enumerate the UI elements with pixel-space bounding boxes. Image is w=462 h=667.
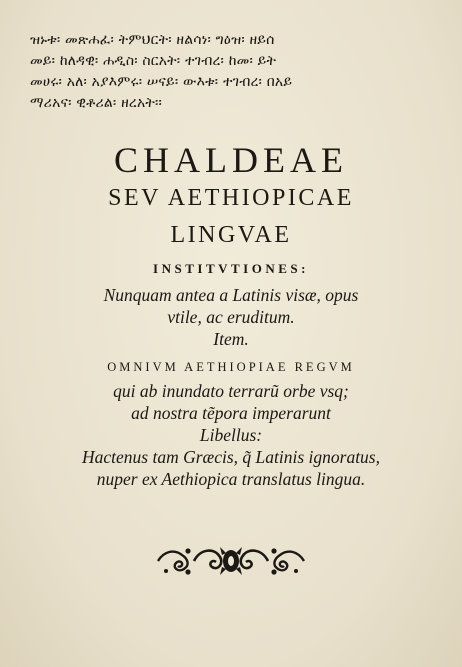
text-line-9: nuper ex Aethiopica translatus lingua. <box>96 469 366 489</box>
text-line-6: ad nostra tẽpora imperarunt <box>131 403 331 423</box>
ethiopic-line-4: ማሪአና፡ ዊቶሪል፡ ዘረአት፡፡ <box>30 95 163 111</box>
ethiopic-line-2: መይ፡ ከለዳዊ፡ ሐዲስ፡ ስርአት፡ ተገብረ፡ ከመ፡ ይት <box>30 53 277 69</box>
title-chaldeae: CHALDEAE <box>114 140 348 180</box>
ethiopic-text-block <box>30 30 438 114</box>
omnium-regum-heading: OMNIVM AETHIOPIAE REGVM <box>107 360 355 374</box>
ethiopic-line-3: መሀሩ፡ አለ፡ አያእምሩ፡ ሠናይ፡ ውእቱ፡ ተገብረ፡ በአይ <box>30 74 293 90</box>
item-line: Item. <box>213 329 249 349</box>
libellus-line: Libellus: <box>199 425 263 445</box>
subtitle-line-2: vtile, ac eruditum. <box>167 307 295 327</box>
title-institutiones: INSTITVTIONES: <box>153 261 309 276</box>
title-linguae: LINGVAE <box>170 222 292 248</box>
ethiopic-line-1: ዝኑቱ፡ መጽሐፈ፡ ትምህርት፡ ዘልሳነ፡ ግዕዝ፡ ዘይሰ <box>30 32 275 48</box>
title-aethiopicae: SEV AETHIOPICAE <box>108 185 354 211</box>
text-line-8: Hactenus tam Græcis, q̃ Latinis ignoratus, <box>81 447 380 467</box>
text-line-5: qui ab inundato terrarũ orbe vsq; <box>113 381 349 401</box>
subtitle-line-1: Nunquam antea a Latinis visæ, opus <box>103 285 359 305</box>
printer-ornament-icon <box>154 541 308 581</box>
